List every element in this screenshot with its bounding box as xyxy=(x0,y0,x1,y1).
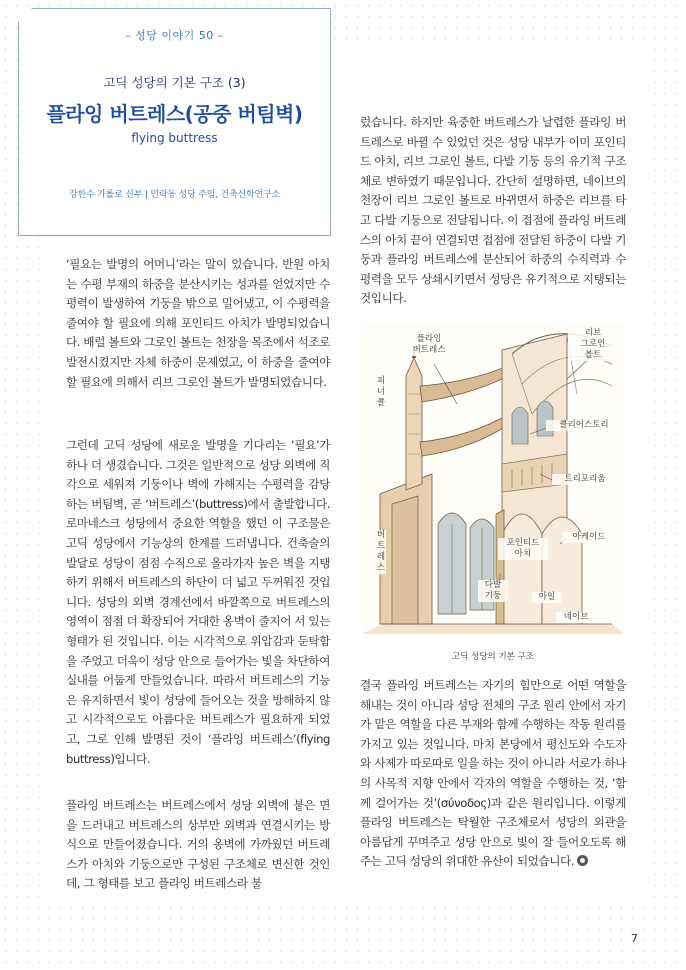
gothic-structure-illustration xyxy=(362,324,624,634)
page-number: 7 xyxy=(631,932,638,945)
label-triforium: 트리포리움 xyxy=(552,474,618,485)
label-pointed-arch: 포인티드 아치 xyxy=(498,538,548,560)
series-label: – 성당 이야기 50 – xyxy=(125,29,224,42)
article-subtitle: 고딕 성당의 기본 구조 (3) xyxy=(103,75,246,90)
label-nave: 네이브 xyxy=(556,612,596,623)
label-arcade: 아케이드 xyxy=(562,532,616,543)
author-line: 강한수 가롤로 신부 | 민락동 성당 주임, 건축신학연구소 xyxy=(69,190,280,200)
body-paragraph: 플라잉 버트레스는 버트레스에서 성당 외벽에 붙은 면을 드러내고 버트레스의 상부만 외벽과 연결시키는 방식으로 만들어졌습니다. 거의 옹벽에 가까웠던 버트레스가 아치와 기둥으로만 구성된 구조체로 변신한 것인데, 그 형태를 보고 플라잉 버트레스라 불 xyxy=(66,798,330,891)
body-paragraph-closing xyxy=(360,676,626,872)
end-mark-icon xyxy=(577,855,588,866)
article-title-english: flying buttress xyxy=(131,131,218,145)
label-clustered-pier: 다발 기둥 xyxy=(478,580,508,602)
article-title: 플라잉 버트레스(공중 버팀벽) xyxy=(46,102,303,126)
label-pinnacle: 피너클 xyxy=(376,376,386,408)
figure-caption: 고딕 성당의 기본 구조 xyxy=(451,652,534,662)
label-rib-groin-vault: 리브 그로인 볼트 xyxy=(568,328,618,361)
label-flying-buttress: 플라잉 버트레스 xyxy=(396,334,462,356)
body-paragraph: 렀습니다. 하지만 육중한 버트레스가 날렵한 플라잉 버트레스로 바뀔 수 있었던 것은 성당 내부가 이미 포인티드 아치, 리브 그로인 볼트, 다발 기둥 등의 유기적 구조체로 변하였기 때문입니다. 간단히 설명하면, 네이브의 천장이 리브 그로인 볼트로 바뀌면서 하중은 리브를 타고 다발 기둥으로 전달됩니다. 이 접점에 플라잉 버트레스의 아치 끝이 연결되면 접점에 전달된 하중이 다발 기둥과 플라잉 버트레스에 분산되어 하중의 수직력과 수평력을 모두 상쇄시키면서 성당은 유기적으로 지탱되는 것입니다. xyxy=(360,115,626,306)
label-aisle: 아일 xyxy=(532,592,562,603)
body-paragraph: 그런데 고딕 성당에 새로운 발명을 기다리는 ‘필요’가 하나 더 생겼습니다. 그것은 일반적으로 성당 외벽에 직각으로 세워져 기둥이나 벽에 가해지는 수평력을 감당하는 버팀벽, 곧 ‘버트레스’(buttress)에서 출발합니다. 로마네스크 성당에서 중요한 역할을 했던 이 구조물은 고딕 성당에서 기능상의 한계를 드러냅니다. 건축술의 발달로 성당이 점점 수직으로 올라가자 높은 벽을 지탱하기 위해서 버트레스의 하단이 더 넓고 두꺼워진 것입니다. 성당의 외벽 경계선에서 바깥쪽으로 버트레스의 영역이 점점 더 확장되어 거대한 옹벽이 줄지어 서 있는 형태가 된 것입니다. 이는 시각적으로 위압감과 둔탁함을 주었고 더욱이 성당 안으로 들어가는 빛을 차단하여 실내를 어둡게 만들었습니다. 따라서 버트레스의 기능은 유지하면서 빛이 성당에 들어오는 것을 방해하지 않고 시각적으로도 아름다운 버트레스가 필요하게 되었고, 그로 인해 발명된 것이 ‘플라잉 버트레스’(flying buttress)입니다. xyxy=(66,438,330,766)
article-header-box xyxy=(18,8,331,236)
label-buttress: 버트레스 xyxy=(376,530,386,573)
body-paragraph: ‘필요는 발명의 어머니’라는 말이 있습니다. 반원 아치는 수평 부재의 하중을 분산시키는 성과를 얻었지만 수평력이 발생하여 기둥을 밖으로 밀어냈고, 이 수평력을 줄여야 할 필요에 의해 포인티드 아치가 발명되었습니다. 배럴 볼트와 그로인 볼트는 천장을 목조에서 석조로 발전시켰지만 자체 하중이 문제였고, 이 하중을 줄여야 할 필요에 의해서 리브 그로인 볼트가 발명되었습니다. xyxy=(66,257,330,389)
closing-text: 결국 플라잉 버트레스는 자기의 힘만으로 어떤 역할을 해내는 것이 아니라 성당 전체의 구조 원리 안에서 자기가 맡은 역할을 다른 부재와 함께 수행하는 작동 원리를 가지고 있는 것입니다. 마치 본당에서 평신도와 수도자와 사제가 따로따로 일을 하는 것이 아니라 서로가 하나의 사목적 지향 안에서 각자의 역할을 수행하는 것, ‘함께 걸어가는 것’(σύνοδος)과 같은 원리입니다. 이렇게 플라잉 버트레스는 탁월한 구조체로서 성당의 외관을 아름답게 꾸며주고 성당 안으로 빛이 잘 들어오도록 해주는 고딕 성당의 위대한 유산이 되었습니다. xyxy=(360,678,626,869)
label-clerestory: 클리어스토리 xyxy=(546,420,622,431)
